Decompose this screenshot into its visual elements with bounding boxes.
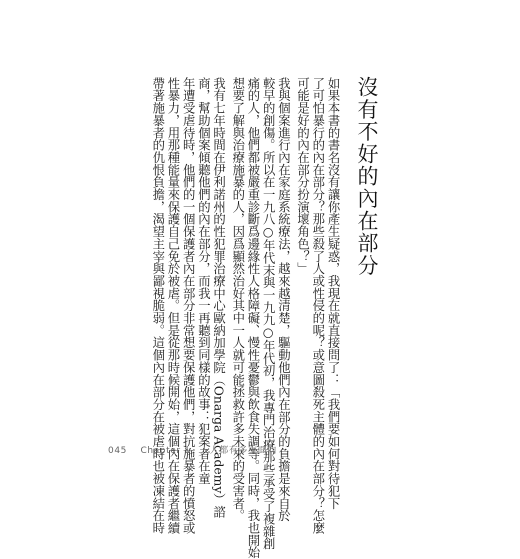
text-line: 痛的人，他們都被嚴重診斷爲邊緣性人格障礙、慢性憂鬱與飲食失調等。同時，我也開始 [245,77,260,559]
text-line: 商，幫助個案傾聽他們的內在部分，而我一再聽到同樣的故事：犯案者在童 [196,77,211,485]
text-line: 我有七年時間在伊利諾州的性犯罪治療中心歐納加學院（Onarga Academy）諮 [211,77,226,519]
text-line: 年遭受虐待時，他們的一個保護者內在部分非常想要保護他們，對抗施暴者的憤怒或 [181,77,196,534]
text-line: 性暴力，用那種能量來保護自己免於被虐。但是從那時候開始，這個內在保護者繼續 [165,77,180,534]
text-line: 了可怕暴行的內在部分？那些殺了人或性侵的呢？或意圖殺死主體的內在部分？怎麼 [310,77,325,534]
text-line: 如果本書的書名沒有讓你產生疑惑，我現在就直接問了：「我們要如何對待犯下 [326,77,340,510]
paragraph-gap [226,77,230,437]
text-line: 可能是好的內在部分扮演壞角色？」 [295,77,310,275]
text-line: 較早的創傷。所以在一九八○年代末與一九九○年代初，我專門治療那些承受了複雜創 [261,77,276,550]
page-footer [108,443,277,456]
section-title: 沒有不好的內在部分 [355,76,379,277]
text-line: 帶著施暴者的仇恨負擔，渴望主宰與鄙視脆弱。這個內在部分在被虐時也被凍結在時 [150,77,165,534]
paragraph-gap [290,77,294,437]
chapter-label: Chapter 1 人人都有多重面向 [140,446,277,456]
text-line: 想要了解與治療施暴的人，因爲顯然治好其中一人就可能拯救許多未來的受害者。 [230,77,245,522]
text-line: 我與個案進行內在家庭系統療法，越來越清楚，驅動他們內在部分的負擔是來自於 [276,77,291,522]
page-number: 045 [108,446,127,456]
